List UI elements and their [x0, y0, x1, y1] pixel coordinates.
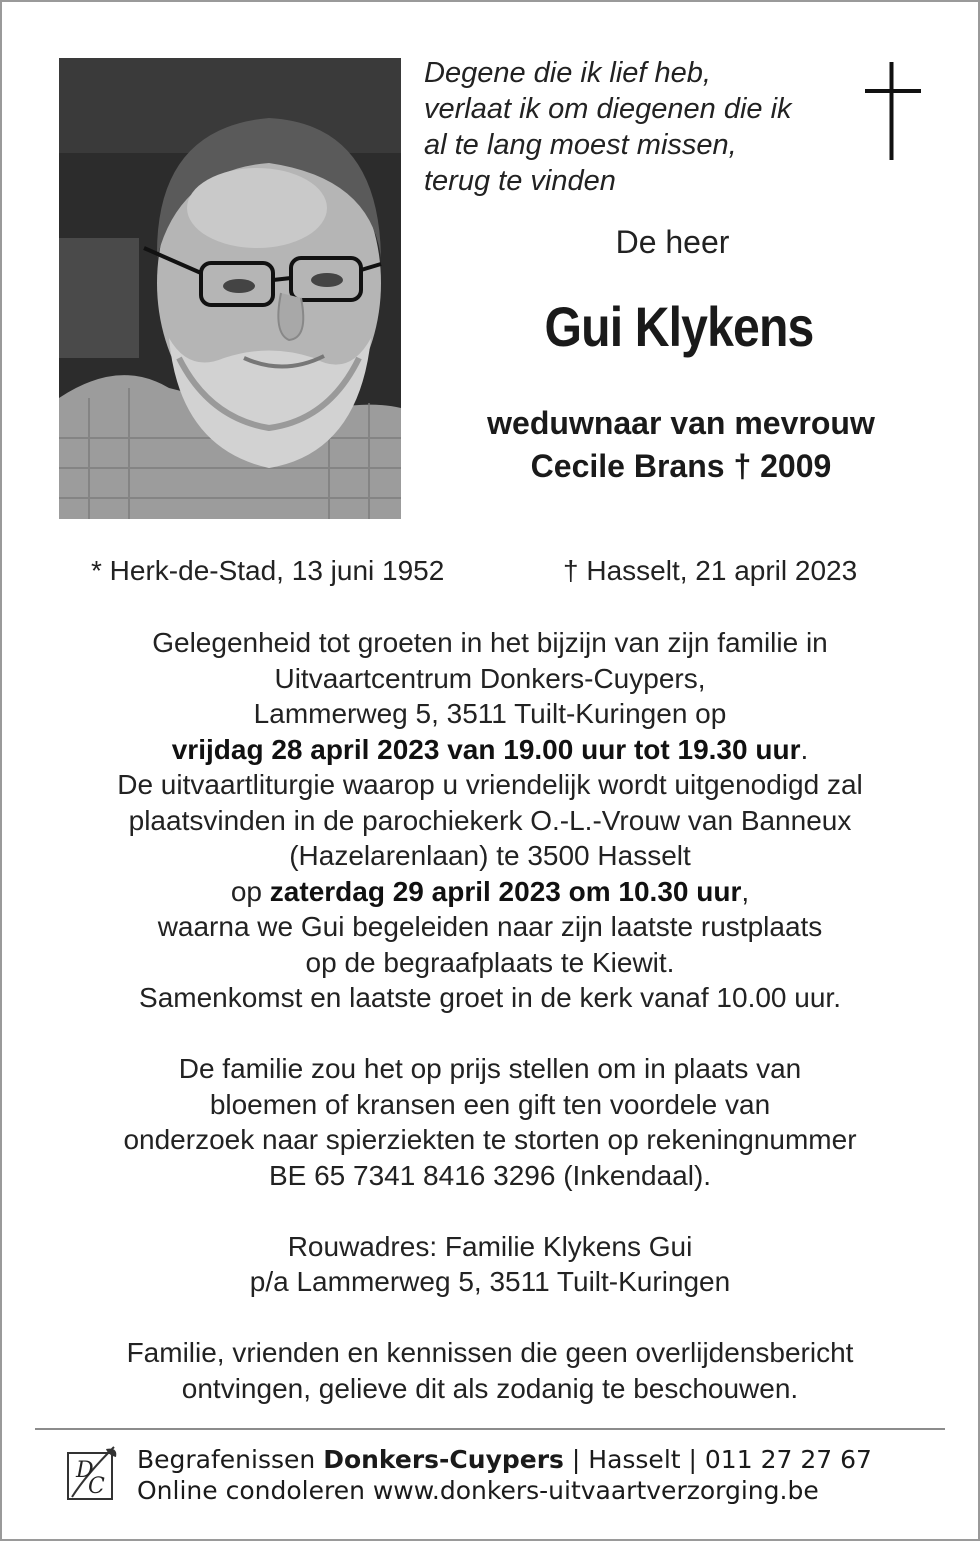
- footer-divider: [35, 1428, 945, 1430]
- funeral-line: De uitvaartliturgie waarop u vriendelijk wordt uitgenodigd zal: [117, 769, 863, 800]
- address-line: p/a Lammerweg 5, 3511 Tuilt-Kuringen: [249, 1266, 731, 1297]
- donation-line: De familie zou het op prijs stellen om in plaats van: [178, 1053, 802, 1084]
- visitation-time: [40, 732, 940, 768]
- funeral-time: [40, 874, 940, 910]
- spouse-line: Cecile Brans † 2009: [530, 448, 832, 484]
- donation-line: onderzoek naar spierziekten te storten op rekeningnummer: [123, 1124, 857, 1155]
- donation-line: BE 65 7341 8416 3296 (Inkendaal).: [268, 1159, 712, 1191]
- portrait-photo: [59, 58, 401, 519]
- footer-prefix: Begrafenissen: [137, 1445, 324, 1474]
- funeral-home-footer: [137, 1444, 937, 1506]
- svg-text:C: C: [88, 1474, 105, 1499]
- poem-line: Degene die ik lief heb,: [424, 57, 711, 89]
- memorial-poem: [424, 55, 844, 199]
- death-date: † Hasselt, 21 april 2023: [563, 555, 858, 586]
- punctuation: .: [800, 733, 809, 765]
- separator: |: [563, 1445, 589, 1474]
- notice-line: ontvingen, gelieve dit als zodanig te beschouwen.: [181, 1372, 799, 1404]
- honorific: De heer: [615, 224, 730, 260]
- funeral-line: op de begraafplaats te Kiewit.: [305, 946, 675, 978]
- poem-line: verlaat ik om diegenen die ik: [424, 93, 792, 125]
- company-phone: 011 27 27 67: [704, 1445, 872, 1474]
- separator: |: [680, 1445, 705, 1474]
- notice-line: Familie, vrienden en kennissen die geen overlijdensbericht: [126, 1337, 854, 1368]
- company-name: Donkers-Cuypers: [323, 1445, 564, 1474]
- funeral-line: plaatsvinden in de parochiekerk O.-L.-Vrouw van Banneux: [128, 804, 852, 836]
- visitation-line: Uitvaartcentrum Donkers-Cuypers,: [274, 662, 706, 694]
- funeral-line: (Hazelarenlaan) te 3500 Hasselt: [289, 840, 691, 871]
- funeral-line: Samenkomst en laatste groet in de kerk vanaf 10.00 uur.: [139, 982, 841, 1013]
- poem-line: al te lang moest missen,: [424, 129, 737, 161]
- footer-line: [137, 1444, 937, 1475]
- spouse-line: weduwnaar van mevrouw: [487, 405, 875, 441]
- notice-body: [40, 625, 940, 1406]
- visitation-when: vrijdag 28 april 2023 van 19.00 uur tot 19.30 uur: [171, 733, 801, 765]
- poem-line: terug te vinden: [424, 165, 616, 197]
- spouse-info: [420, 402, 942, 488]
- deceased-name: Gui Klykens: [544, 295, 814, 358]
- svg-text:D: D: [76, 1458, 94, 1483]
- funeral-when-prefix: op: [230, 875, 270, 907]
- visitation-line: Lammerweg 5, 3511 Tuilt-Kuringen op: [253, 698, 727, 729]
- condolence-link: Online condoleren www.donkers-uitvaartverzorging.be: [137, 1476, 819, 1505]
- company-city: Hasselt: [588, 1445, 681, 1474]
- donation-line: bloemen of kransen een gift ten voordele van: [209, 1088, 771, 1120]
- funeral-home-logo: [66, 1445, 120, 1503]
- latin-cross-icon: [862, 62, 924, 160]
- life-dates: [0, 555, 980, 591]
- funeral-when: zaterdag 29 april 2023 om 10.30 uur: [269, 875, 742, 907]
- funeral-line: waarna we Gui begeleiden naar zijn laatste rustplaats: [157, 911, 823, 942]
- address-line: Rouwadres: Familie Klykens Gui: [287, 1230, 693, 1262]
- punctuation: ,: [741, 875, 750, 907]
- birth-date: * Herk-de-Stad, 13 juni 1952: [91, 555, 445, 586]
- visitation-line: Gelegenheid tot groeten in het bijzijn van zijn familie in: [152, 627, 828, 658]
